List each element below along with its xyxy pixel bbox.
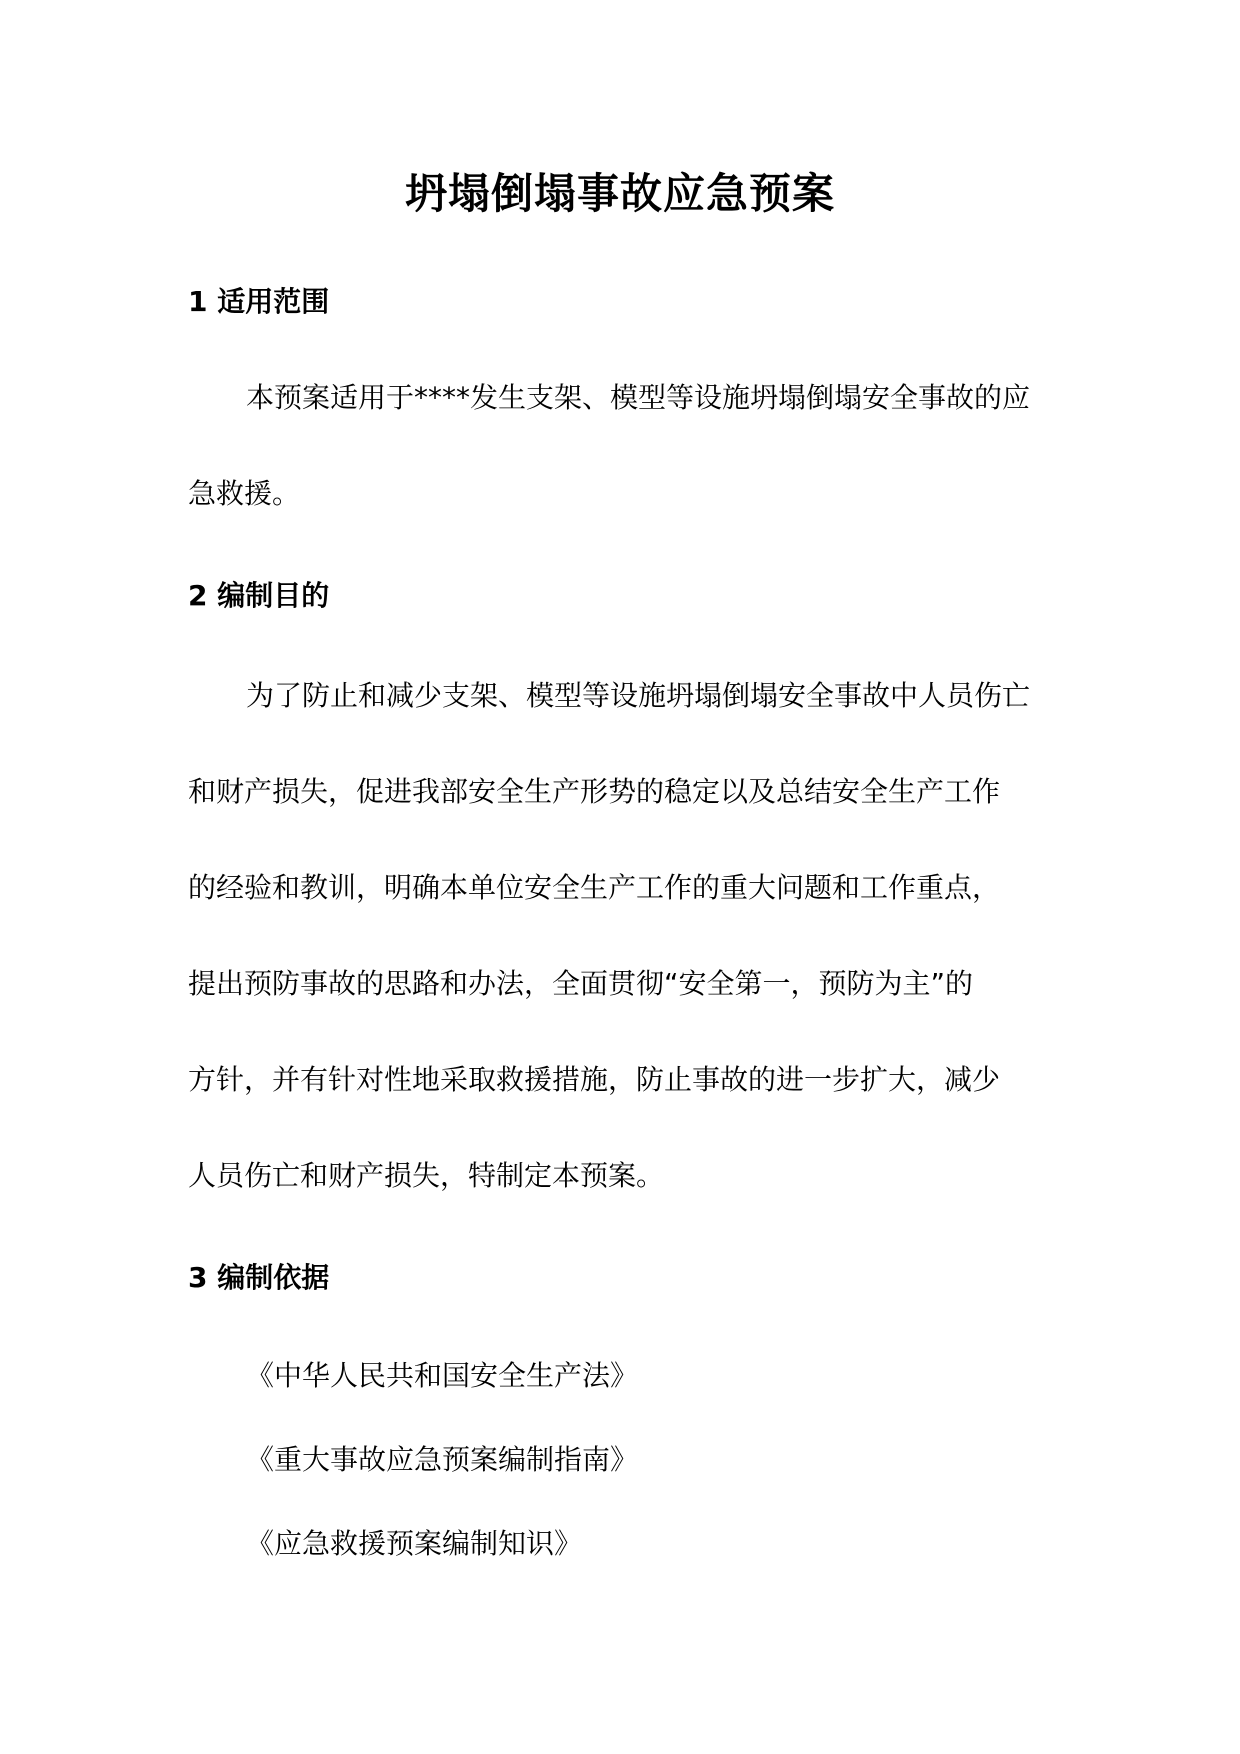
- paragraph-line: 和财产损失，促进我部安全生产形势的稳定以及总结安全生产工作: [188, 775, 1001, 808]
- reference-item: 《中华人民共和国安全生产法》: [246, 1359, 639, 1392]
- paragraph-line: 为了防止和减少支架、模型等设施坍塌倒塌安全事故中人员伤亡: [246, 679, 1031, 712]
- paragraph-line: 方针，并有针对性地采取救援措施，防止事故的进一步扩大，减少: [188, 1063, 1001, 1096]
- reference-item: 《应急救援预案编制知识》: [246, 1527, 583, 1560]
- paragraph-line: 提出预防事故的思路和办法，全面贯彻“安全第一，预防为主”的: [188, 967, 974, 1000]
- section-heading-basis: 3 编制依据: [188, 1261, 330, 1294]
- document-title: 坍塌倒塌事故应急预案: [404, 169, 835, 218]
- paragraph-line: 的经验和教训，明确本单位安全生产工作的重大问题和工作重点，: [188, 871, 1001, 904]
- paragraph-line: 急救援。: [188, 477, 301, 510]
- section-heading-scope: 1 适用范围: [188, 285, 330, 318]
- paragraph-line: 人员伤亡和财产损失，特制定本预案。: [188, 1159, 665, 1192]
- reference-item: 《重大事故应急预案编制指南》: [246, 1443, 639, 1476]
- section-heading-purpose: 2 编制目的: [188, 579, 330, 612]
- paragraph-line: 本预案适用于****发生支架、模型等设施坍塌倒塌安全事故的应: [246, 381, 1031, 414]
